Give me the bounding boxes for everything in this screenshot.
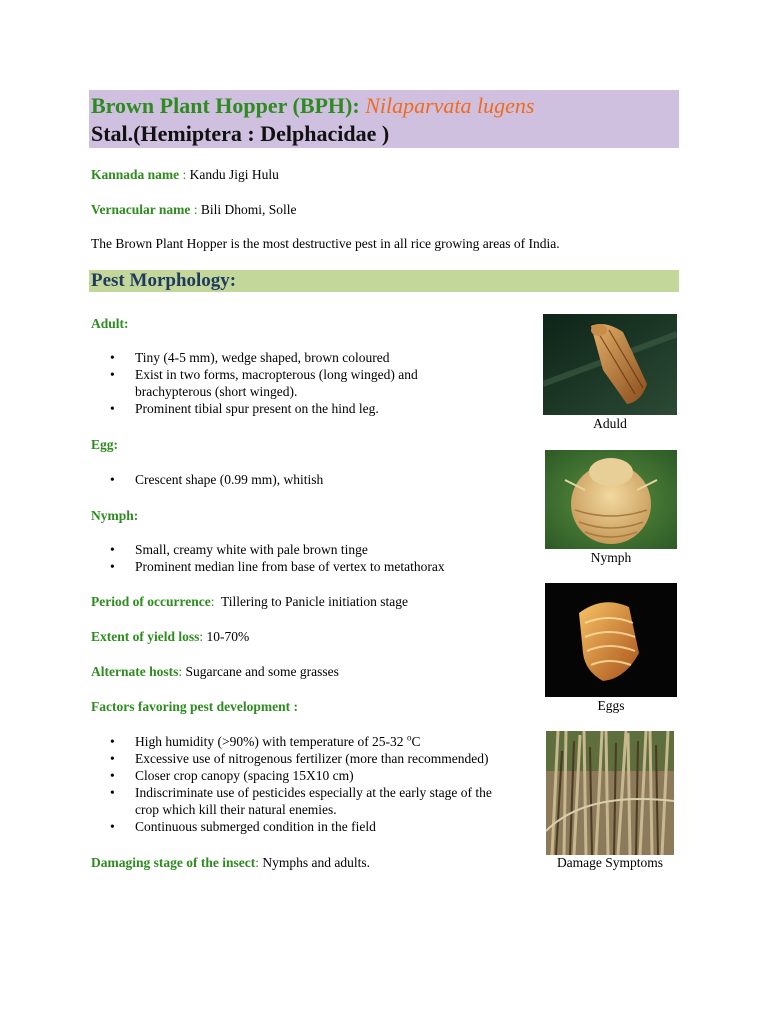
damaging-label: Damaging stage of the insect bbox=[91, 855, 256, 870]
damaging-value: Nymphs and adults. bbox=[262, 855, 370, 870]
list-item: • Crescent shape (0.99 mm), whitish bbox=[110, 471, 323, 488]
section-title: Pest Morphology: bbox=[89, 270, 679, 292]
adult-caption: Aduld bbox=[593, 416, 627, 431]
damaging-line bbox=[91, 854, 370, 871]
title-box bbox=[89, 90, 679, 148]
vernacular-name-label: Vernacular name bbox=[91, 202, 191, 217]
list-item bbox=[110, 366, 418, 383]
hosts-value: Sugarcane and some grasses bbox=[185, 664, 339, 679]
nymph-caption: Nymph bbox=[590, 550, 632, 565]
period-line bbox=[91, 593, 408, 610]
eggs-photo bbox=[545, 583, 677, 697]
hosts-line bbox=[91, 663, 339, 680]
list-item: • Indiscriminate use of pesticides especially at the early stage of the bbox=[110, 784, 492, 801]
list-item bbox=[110, 733, 492, 750]
vernacular-name-line bbox=[91, 201, 297, 218]
eggs-caption: Eggs bbox=[597, 698, 625, 713]
damage-photo bbox=[546, 731, 674, 855]
list-item: • Prominent median line from base of vertex to metathorax bbox=[110, 558, 445, 575]
yield-loss-value: 10-70% bbox=[206, 629, 250, 644]
list-item-text: Exist in two forms, macropterous (long winged) and bbox=[135, 367, 418, 382]
yield-loss-label: Extent of yield loss bbox=[91, 629, 200, 644]
adult-photo bbox=[543, 314, 677, 415]
factor-temp-unit: C bbox=[411, 734, 421, 749]
title-line bbox=[91, 92, 679, 120]
vernacular-name-value: Bili Dhomi, Solle bbox=[200, 202, 297, 217]
adult-heading: Adult: bbox=[91, 316, 129, 331]
yield-loss-line bbox=[91, 628, 249, 645]
adult-list bbox=[110, 349, 418, 417]
egg-list bbox=[110, 471, 323, 488]
authority-line: Stal.(Hemiptera : Delphacidae ) bbox=[91, 121, 390, 146]
list-item: • Small, creamy white with pale brown tinge bbox=[110, 541, 445, 558]
nymph-list bbox=[110, 541, 445, 575]
list-item: • Closer crop canopy (spacing 15X10 cm) bbox=[110, 767, 492, 784]
list-item: • Prominent tibial spur present on the hind leg. bbox=[110, 400, 418, 417]
scientific-name: Nilaparvata lugens bbox=[365, 93, 535, 118]
nymph-heading: Nymph: bbox=[91, 508, 139, 523]
list-item: • Tiny (4-5 mm), wedge shaped, brown coloured bbox=[110, 349, 418, 366]
kannada-sep: : bbox=[179, 167, 190, 182]
factor-temp-text: High humidity (>90%) with temperature of 25-32 bbox=[135, 734, 407, 749]
list-item-continuation: crop which kill their natural enemies. bbox=[135, 802, 337, 817]
common-name: Brown Plant Hopper (BPH): bbox=[91, 93, 366, 118]
list-item-continuation bbox=[110, 383, 418, 400]
period-sep: : bbox=[210, 594, 221, 609]
kannada-name-line bbox=[91, 166, 279, 183]
hosts-sep: : bbox=[178, 664, 186, 679]
kannada-name-value: Kandu Jigi Hulu bbox=[189, 167, 279, 182]
damaging-sep: : bbox=[255, 855, 263, 870]
period-value: Tillering to Panicle initiation stage bbox=[220, 594, 408, 609]
list-item-text: brachypterous (short winged). bbox=[135, 384, 298, 399]
damage-caption: Damage Symptoms bbox=[556, 855, 664, 870]
list-item: • Excessive use of nitrogenous fertilizer (more than recommended) bbox=[110, 750, 492, 767]
egg-heading: Egg: bbox=[91, 437, 118, 452]
hosts-label: Alternate hosts bbox=[91, 664, 179, 679]
intro-text: The Brown Plant Hopper is the most destructive pest in all rice growing areas of India. bbox=[91, 236, 560, 251]
yield-loss-sep: : bbox=[199, 629, 207, 644]
nymph-photo bbox=[545, 450, 677, 549]
factors-heading: Factors favoring pest development : bbox=[91, 699, 298, 714]
kannada-name-label: Kannada name bbox=[91, 167, 180, 182]
vernacular-sep: : bbox=[190, 202, 201, 217]
degree-sup: o bbox=[406, 732, 412, 743]
period-label: Period of occurrence bbox=[91, 594, 211, 609]
list-item: • Continuous submerged condition in the field bbox=[110, 818, 492, 835]
factors-list bbox=[110, 733, 492, 835]
